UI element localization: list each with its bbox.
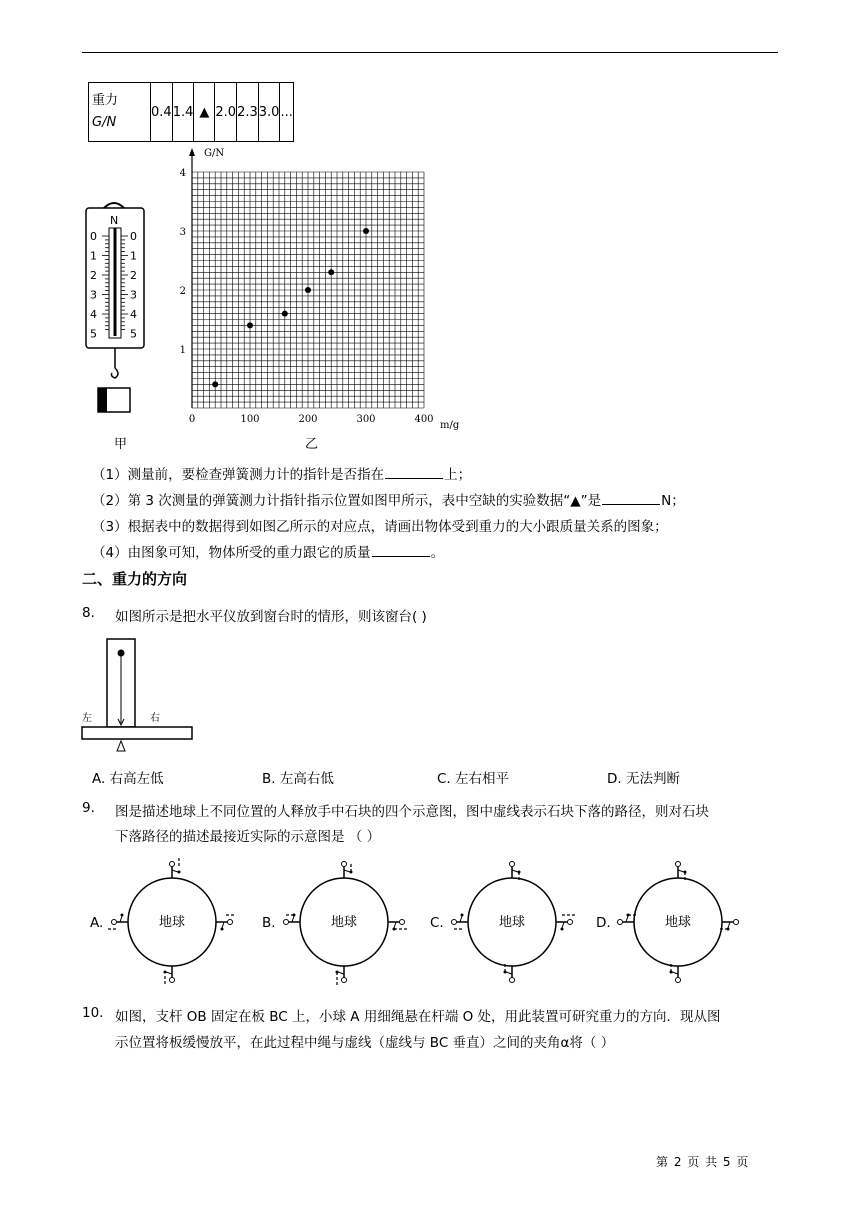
table-header-cell — [89, 83, 151, 142]
earth-label: 地球 — [330, 915, 358, 930]
table-cell: 3.0 — [258, 83, 280, 142]
table-header-line2: G/N — [92, 115, 117, 130]
x-tick-label: 100 — [240, 414, 260, 425]
data-point — [247, 322, 253, 328]
q7-part2-text: （2）第 3 次测量的弹簧测力计指针指示位置如图甲所示，表中空缺的实验数据“▲”是 — [92, 493, 602, 509]
spring-tick-label-left: 3 — [90, 288, 97, 302]
q8-option-d[interactable]: D. 无法判断 — [607, 771, 680, 787]
gravity-table — [88, 82, 294, 142]
table-cell: ... — [280, 83, 293, 142]
answer-blank[interactable] — [385, 465, 443, 479]
q7-part1 — [92, 463, 471, 483]
q7-part3: （3）根据表中的数据得到如图乙所示的对应点，请画出物体受到重力的大小跟质量关系的图象； — [92, 519, 668, 535]
q7-part1-text: （1）测量前，要检查弹簧测力计的指针是否指在 — [92, 467, 385, 483]
earth-diagram — [274, 852, 414, 992]
q7-part2-tail: N； — [661, 493, 685, 509]
data-point — [282, 311, 288, 317]
spring-tick-label-left: 4 — [90, 308, 97, 321]
right-label: 右 — [150, 713, 160, 724]
figure-yi-label: 乙 — [305, 437, 319, 452]
level-instrument-figure — [80, 635, 200, 755]
spring-tick-label-left: 2 — [90, 269, 97, 282]
table-header-line1: 重力 — [92, 93, 119, 108]
earth-label: 地球 — [158, 915, 186, 930]
data-point — [212, 381, 218, 387]
person-figure — [452, 914, 469, 925]
table-cell: 1.4 — [172, 83, 194, 142]
q10-line2: 示位置将板缓慢放平，在此过程中绳与虚线（虚线与 BC 垂直）之间的夹角α将（ ） — [115, 1035, 615, 1051]
spring-tick-label-right: 1 — [130, 249, 137, 263]
q9-option-d[interactable]: D. — [596, 915, 611, 931]
person-figure — [510, 862, 521, 879]
table-cell: 0.4 — [151, 83, 173, 142]
person-figure — [676, 862, 687, 879]
y-tick-label: 3 — [179, 227, 186, 238]
gravity-mass-chart — [170, 140, 470, 440]
table-cell: 2.3 — [237, 83, 259, 142]
x-tick-label: 200 — [298, 414, 318, 425]
page-footer: 第 2 页 共 5 页 — [656, 1155, 750, 1169]
q7-part4-text: （4）由图象可知，物体所受的重力跟它的质量 — [92, 545, 371, 561]
table-cell: 2.0 — [215, 83, 237, 142]
person-figure — [722, 920, 739, 931]
y-tick-label: 1 — [179, 345, 186, 356]
spring-tick-label-left: 5 — [90, 327, 97, 341]
q10-line1: 如图，支杆 OB 固定在板 BC 上，小球 A 用细绳悬在杆端 O 处，用此装置可研究重力的方向．现从图 — [115, 1009, 721, 1025]
data-point — [363, 228, 369, 234]
spring-scale-figure — [82, 198, 152, 418]
answer-blank[interactable] — [372, 543, 430, 557]
q8-option-a[interactable]: A. 右高左低 — [92, 771, 164, 787]
person-figure — [216, 920, 233, 931]
x-tick-label: 300 — [356, 414, 376, 425]
answer-blank[interactable] — [602, 491, 660, 505]
q9-number: 9. — [82, 800, 95, 816]
data-point — [305, 287, 311, 293]
y-axis-label: G/N — [204, 148, 225, 159]
person-figure — [618, 914, 635, 925]
left-label: 左 — [82, 713, 92, 724]
q9-option-c[interactable]: C. — [430, 915, 444, 931]
spring-tick-label-left: 0 — [90, 230, 97, 243]
q7-part2 — [92, 489, 685, 509]
person-figure — [112, 914, 129, 925]
spring-tick-label-left: 1 — [90, 249, 97, 263]
spring-tick-label-right: 2 — [130, 269, 137, 282]
section-heading: 二、重力的方向 — [82, 570, 188, 588]
q9-option-a[interactable]: A. — [90, 915, 104, 931]
earth-label: 地球 — [498, 915, 526, 930]
earth-diagram — [442, 852, 582, 992]
q7-part4-tail: 。 — [430, 545, 445, 561]
spring-tick-label-right: 3 — [130, 288, 137, 302]
q8-number: 8. — [82, 605, 95, 621]
header-rule — [82, 52, 778, 53]
spring-tick-label-right: 5 — [130, 327, 137, 341]
earth-diagram — [608, 852, 748, 992]
earth-diagram — [102, 852, 242, 992]
table-cell: ▲ — [194, 83, 215, 142]
q7-part1-tail: 上； — [444, 467, 472, 483]
q10-number: 10. — [82, 1005, 104, 1021]
y-tick-label: 4 — [179, 168, 186, 179]
person-figure — [164, 966, 175, 983]
data-point — [328, 269, 334, 275]
person-figure — [670, 966, 681, 983]
y-tick-label: 2 — [179, 286, 186, 297]
q8-option-c[interactable]: C. 左右相平 — [437, 771, 510, 787]
person-figure — [504, 966, 515, 983]
earth-label: 地球 — [664, 915, 692, 930]
x-axis-label: m/g — [440, 420, 460, 431]
q7-part4 — [92, 541, 444, 561]
person-figure — [556, 920, 573, 931]
spring-tick-label-right: 4 — [130, 308, 137, 321]
q8-text: 如图所示是把水平仪放到窗台时的情形，则该窗台( ) — [115, 609, 427, 625]
spring-tick-label-right: 0 — [130, 230, 137, 243]
x-tick-label: 400 — [414, 414, 434, 425]
q9-line2: 下落路径的描述最接近实际的示意图是 （ ） — [115, 829, 381, 845]
q8-option-b[interactable]: B. 左高右低 — [262, 771, 334, 787]
figure-jia-label: 甲 — [114, 437, 128, 452]
x-tick-label: 0 — [188, 414, 196, 425]
spring-unit-label: N — [110, 214, 119, 227]
q9-line1: 图是描述地球上不同位置的人释放手中石块的四个示意图，图中虚线表示石块下落的路径，则对石块 — [115, 804, 709, 820]
q9-option-b[interactable]: B. — [262, 915, 276, 931]
